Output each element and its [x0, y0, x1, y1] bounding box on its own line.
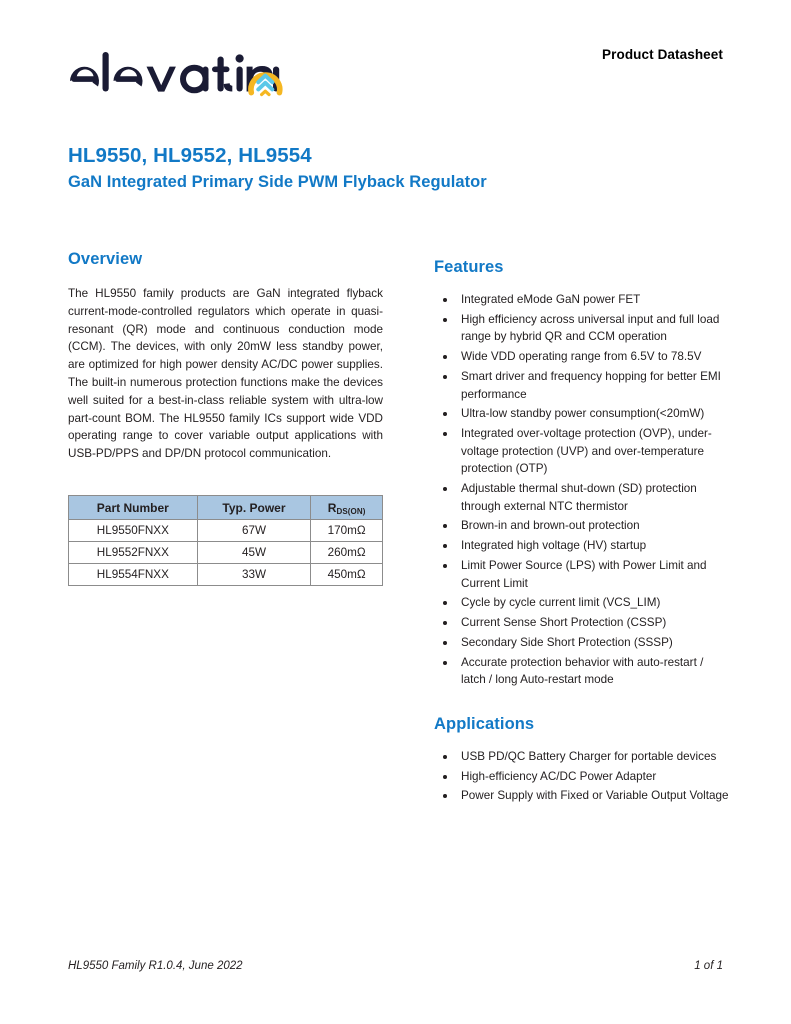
table-header-row	[69, 496, 383, 520]
document-type-label: Product Datasheet	[602, 47, 723, 62]
list-item: Cycle by cycle current limit (VCS_LIM)	[434, 594, 730, 612]
list-item: Integrated over-voltage protection (OVP), under-voltage protection (UVP) and over-temperature protection (OTP)	[434, 425, 730, 478]
column-header-part-number: Part Number	[69, 496, 198, 520]
list-item: USB PD/QC Battery Charger for portable devices	[434, 748, 730, 766]
overview-section	[68, 250, 383, 463]
applications-section	[434, 715, 730, 805]
list-item: Adjustable thermal shut-down (SD) protection through external NTC thermistor	[434, 480, 730, 515]
overview-paragraph: The HL9550 family products are GaN integrated flyback current-mode-controlled regulators which operate in quasi-resonant (QR) mode and continuous conduction mode (CCM). The devices, with only 20mW less standby power, are optimized for high power density AC/DC power supplies. The built-in numerous protection functions make the devices well suited for a best-in-class reliable system with ultra-low part-count BOM. The HL9550 family ICs support wide VDD operating range to cover variable output applications with USB-PD/PPS and DP/DN protocol communication.	[68, 287, 383, 461]
features-heading: Features	[434, 258, 504, 276]
page-title: HL9550, HL9552, HL9554	[68, 144, 312, 167]
features-list	[434, 291, 730, 689]
applications-list	[434, 748, 730, 805]
rds-subscript: DS(ON)	[336, 506, 366, 516]
list-item: Accurate protection behavior with auto-restart / latch / long Auto-restart mode	[434, 654, 730, 689]
list-item: Wide VDD operating range from 6.5V to 78.5V	[434, 348, 730, 366]
cell-typ-power: 45W	[197, 542, 311, 564]
overview-heading: Overview	[68, 250, 143, 268]
cell-typ-power: 67W	[197, 520, 311, 542]
cell-part-number: HL9550FNXX	[69, 520, 198, 542]
list-item: Power Supply with Fixed or Variable Output Voltage	[434, 787, 730, 805]
list-item: Smart driver and frequency hopping for better EMI performance	[434, 368, 730, 403]
list-item: Integrated high voltage (HV) startup	[434, 537, 730, 555]
footer-page-number: 1 of 1	[694, 960, 723, 972]
list-item: High efficiency across universal input and full load range by hybrid QR and CCM operation	[434, 311, 730, 346]
right-column	[434, 258, 730, 807]
list-item: Integrated eMode GaN power FET	[434, 291, 730, 309]
table-row	[69, 520, 383, 542]
column-header-typ-power: Typ. Power	[197, 496, 311, 520]
cell-typ-power: 33W	[197, 564, 311, 586]
footer-revision: HL9550 Family R1.0.4, June 2022	[68, 960, 243, 972]
list-item: High-efficiency AC/DC Power Adapter	[434, 768, 730, 786]
page-footer	[68, 960, 723, 980]
column-header-rds-on	[311, 496, 383, 520]
list-item: Limit Power Source (LPS) with Power Limit and Current Limit	[434, 557, 730, 592]
cell-rds-on: 450mΩ	[311, 564, 383, 586]
elevation-logo	[68, 38, 288, 100]
applications-heading: Applications	[434, 714, 535, 733]
list-item: Secondary Side Short Protection (SSSP)	[434, 634, 730, 652]
page-header	[68, 38, 723, 100]
table-row	[69, 564, 383, 586]
cell-part-number: HL9554FNXX	[69, 564, 198, 586]
title-block	[68, 143, 728, 193]
list-item: Current Sense Short Protection (CSSP)	[434, 614, 730, 632]
logo-icon	[68, 48, 288, 100]
cell-rds-on: 260mΩ	[311, 542, 383, 564]
rds-symbol: R	[327, 500, 337, 515]
list-item: Ultra-low standby power consumption(<20mW)	[434, 405, 730, 423]
features-section	[434, 258, 730, 689]
table-row	[69, 542, 383, 564]
cell-part-number: HL9552FNXX	[69, 542, 198, 564]
parts-table	[68, 495, 383, 586]
list-item: Brown-in and brown-out protection	[434, 517, 730, 535]
page-subtitle: GaN Integrated Primary Side PWM Flyback Regulator	[68, 173, 487, 191]
cell-rds-on: 170mΩ	[311, 520, 383, 542]
